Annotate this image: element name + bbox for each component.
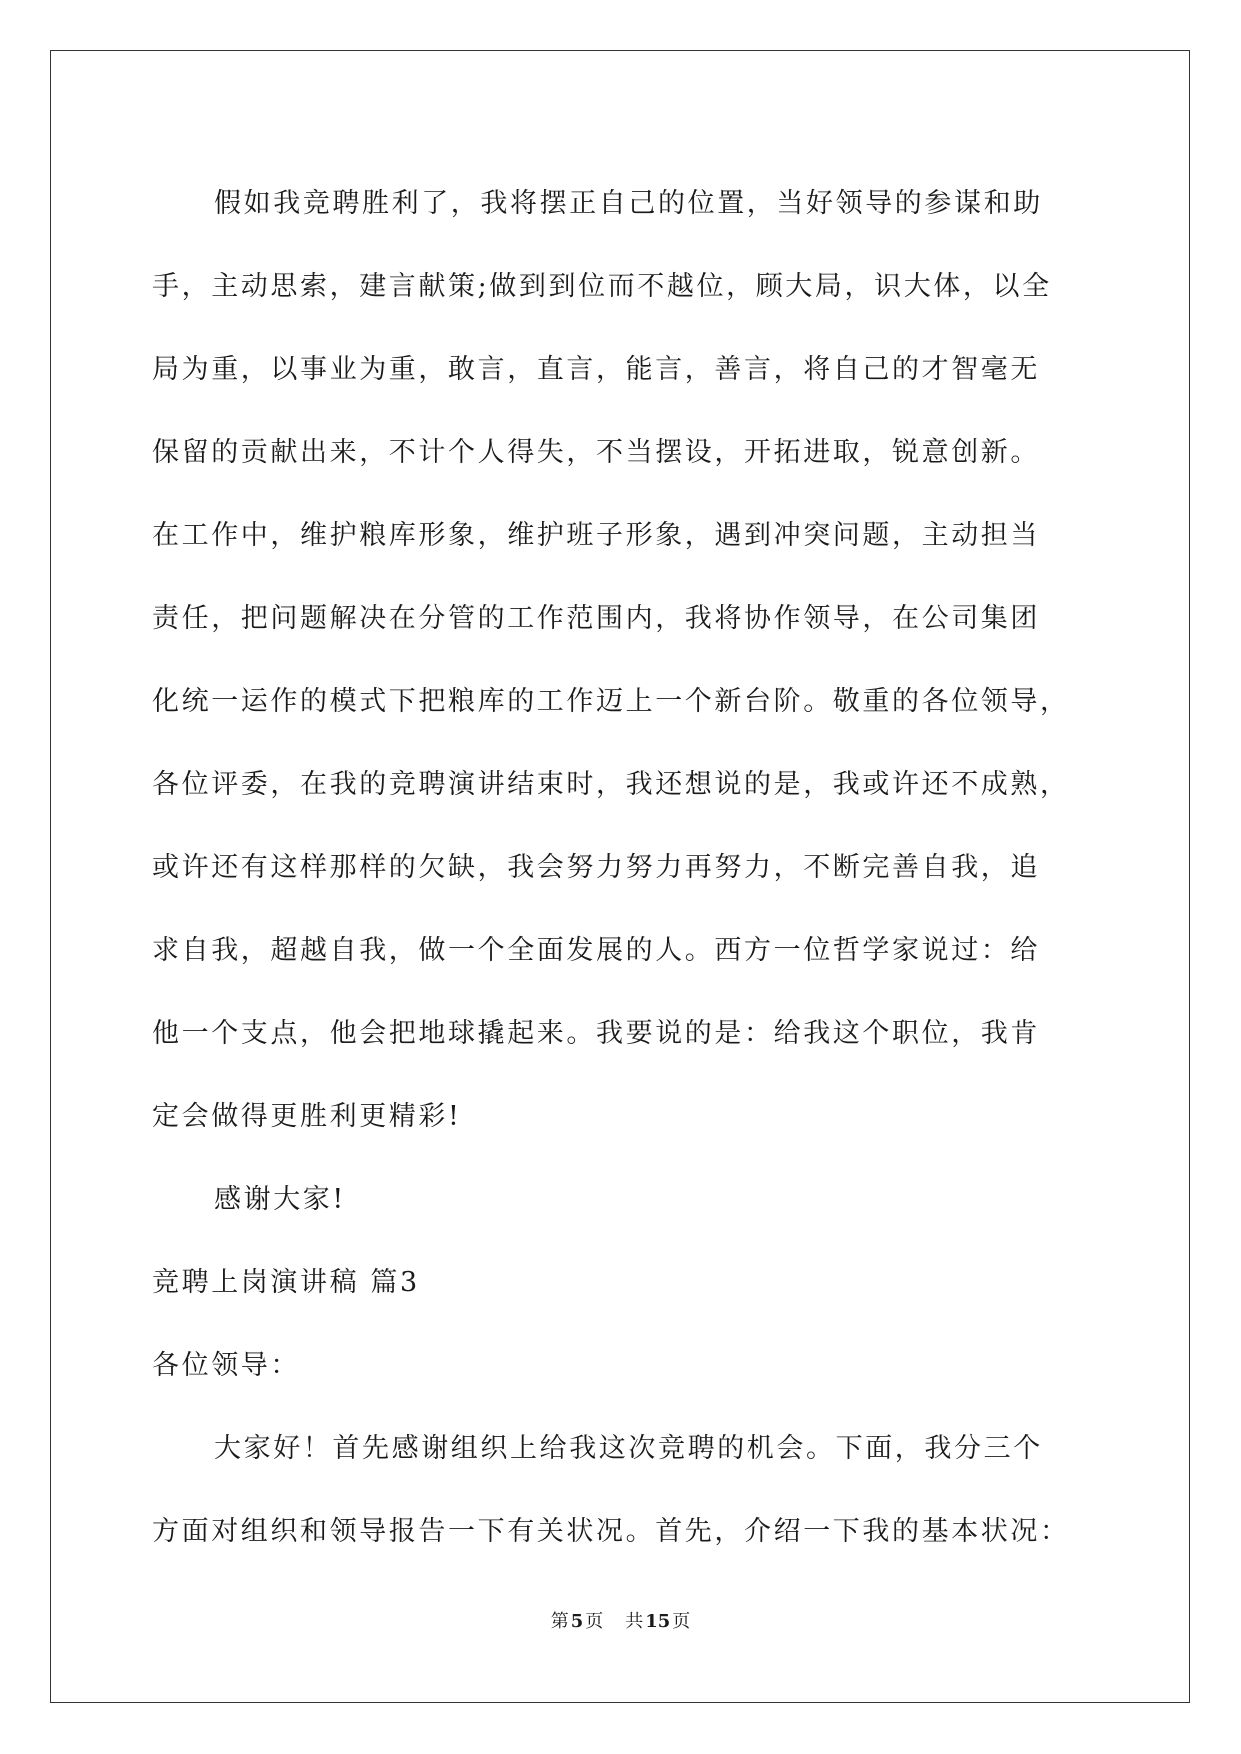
paragraph-thanks — [152, 1158, 1102, 1241]
text-line: 或许还有这样那样的欠缺，我会努力努力再努力，不断完善自我，追 — [152, 852, 1040, 883]
footer-page-number: 5 — [570, 1611, 584, 1632]
footer-prefix: 第 — [550, 1611, 569, 1632]
text-line: 各位领导： — [152, 1350, 300, 1381]
text-line: 感谢大家! — [214, 1184, 346, 1215]
text-line: 在工作中，维护粮库形象，维护班子形象，遇到冲突问题，主动担当 — [152, 520, 1040, 551]
footer-total-pages: 15 — [645, 1611, 671, 1632]
text-line: 假如我竞聘胜利了，我将摆正自己的位置，当好领导的参谋和助 — [214, 188, 1043, 219]
text-line: 保留的贡献出来，不计个人得失，不当摆设，开拓进取，锐意创新。 — [152, 437, 1040, 468]
text-line: 定会做得更胜利更精彩! — [152, 1101, 462, 1132]
section-heading — [152, 1241, 1102, 1324]
text-line: 责任，把问题解决在分管的工作范围内，我将协作领导，在公司集团 — [152, 603, 1040, 634]
text-line: 化统一运作的模式下把粮库的工作迈上一个新台阶。敬重的各位领导， — [152, 686, 1070, 717]
footer-total-suffix: 页 — [672, 1611, 691, 1632]
text-line: 局为重，以事业为重，敢言，直言，能言，善言，将自己的才智毫无 — [152, 354, 1040, 385]
salutation — [152, 1324, 1102, 1407]
paragraph-1 — [152, 162, 1102, 1158]
heading-text: 竞聘上岗演讲稿 篇3 — [152, 1267, 420, 1298]
text-line: 手，主动思索，建言献策;做到到位而不越位，顾大局，识大体，以全 — [152, 271, 1052, 302]
text-line: 求自我，超越自我，做一个全面发展的人。西方一位哲学家说过：给 — [152, 935, 1040, 966]
footer-page-suffix: 页 — [585, 1611, 604, 1632]
paragraph-intro — [152, 1407, 1102, 1573]
text-line: 方面对组织和领导报告一下有关状况。首先，介绍一下我的基本状况： — [152, 1516, 1070, 1547]
footer-total-prefix: 共 — [625, 1611, 644, 1632]
text-line: 各位评委，在我的竞聘演讲结束时，我还想说的是，我或许还不成熟， — [152, 769, 1070, 800]
page-footer — [0, 1607, 1241, 1633]
text-line: 大家好！首先感谢组织上给我这次竞聘的机会。下面，我分三个 — [214, 1433, 1043, 1464]
document-body — [152, 162, 1102, 1573]
text-line: 他一个支点，他会把地球撬起来。我要说的是：给我这个职位，我肯 — [152, 1018, 1040, 1049]
